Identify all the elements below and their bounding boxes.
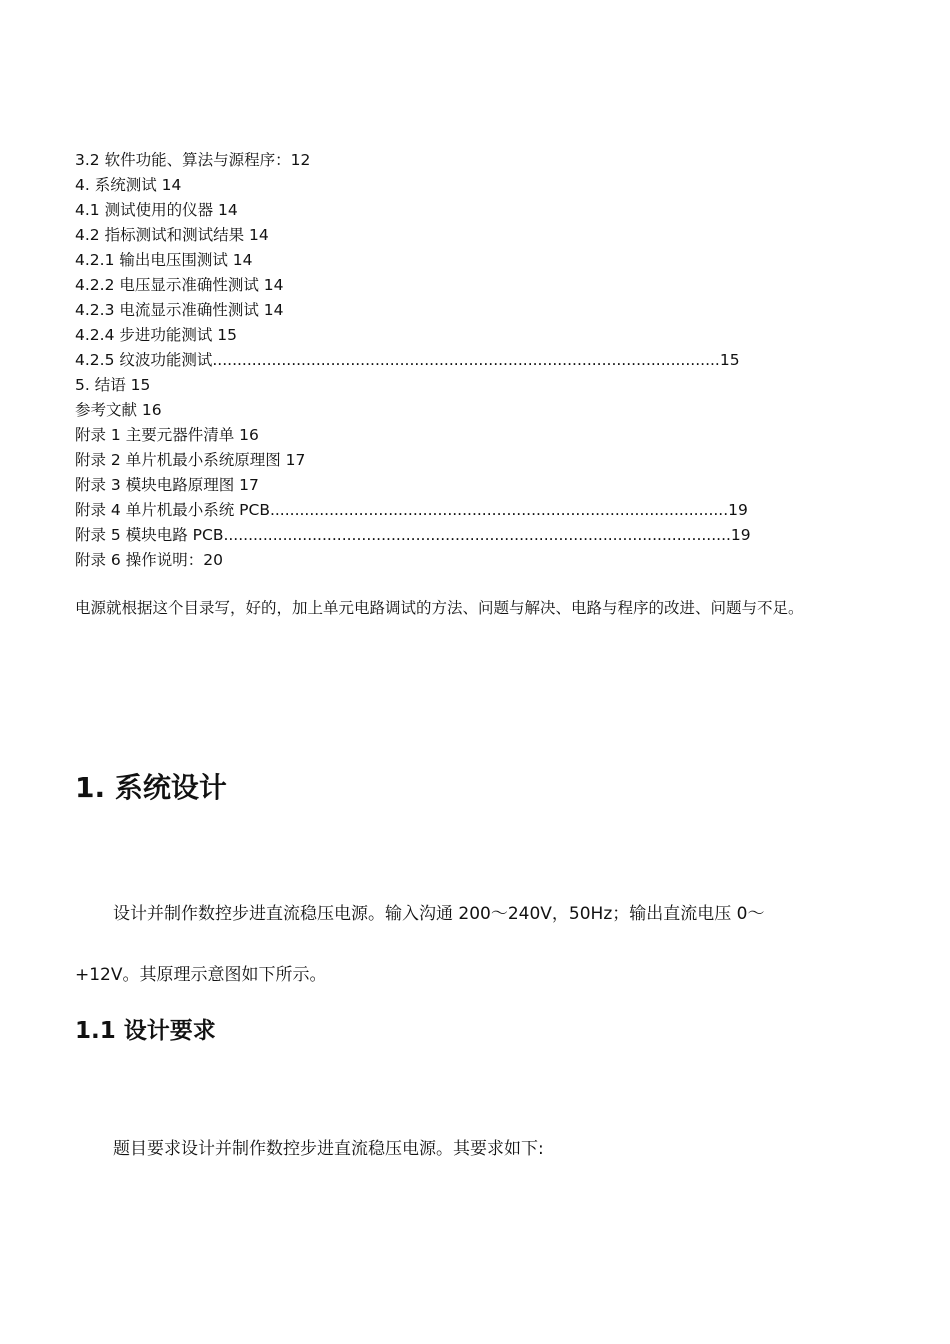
toc-entry: 4.2.3 电流显示准确性测试 14 [75,301,284,319]
author-note: 电源就根据这个目录写，好的，加上单元电路调试的方法、问题与解决、电路与程序的改进、问题与不足。 [75,599,804,617]
section-heading-system-design: 1. 系统设计 [75,771,227,804]
toc-entry: 4.2.4 步进功能测试 15 [75,326,238,344]
toc-entry: 附录 4 单片机最小系统 PCB.............................................................................................19 [75,501,748,519]
section-heading-design-requirements: 1.1 设计要求 [75,1018,216,1044]
toc-entry: 4.2.1 输出电压围测试 14 [75,251,253,269]
body-paragraph-line: 设计并制作数控步进直流稳压电源。输入沟通 200～240V，50Hz；输出直流电压 0～ [113,904,765,924]
toc-entry: 5. 结语 15 [75,376,151,394]
toc-entry: 附录 6 操作说明：20 [75,551,223,569]
toc-entry: 4.2.2 电压显示准确性测试 14 [75,276,284,294]
body-paragraph: 题目要求设计并制作数控步进直流稳压电源。其要求如下: [113,1139,544,1159]
toc-entry: 附录 3 模块电路原理图 17 [75,476,259,494]
toc-entry: 附录 5 模块电路 PCB.......................................................................................................19 [75,526,751,544]
body-paragraph-line: +12V。其原理示意图如下所示。 [75,965,327,985]
toc-entry: 4. 系统测试 14 [75,176,182,194]
toc-entry: 4.1 测试使用的仪器 14 [75,201,238,219]
toc-entry: 4.2.5 纹波功能测试.......................................................................................................15 [75,351,740,369]
toc-entry: 附录 1 主要元器件清单 16 [75,426,259,444]
toc-entry: 参考文献 16 [75,401,162,419]
toc-entry: 附录 2 单片机最小系统原理图 17 [75,451,306,469]
toc-entry: 3.2 软件功能、算法与源程序：12 [75,151,311,169]
toc-entry: 4.2 指标测试和测试结果 14 [75,226,269,244]
table-of-contents [75,148,875,573]
